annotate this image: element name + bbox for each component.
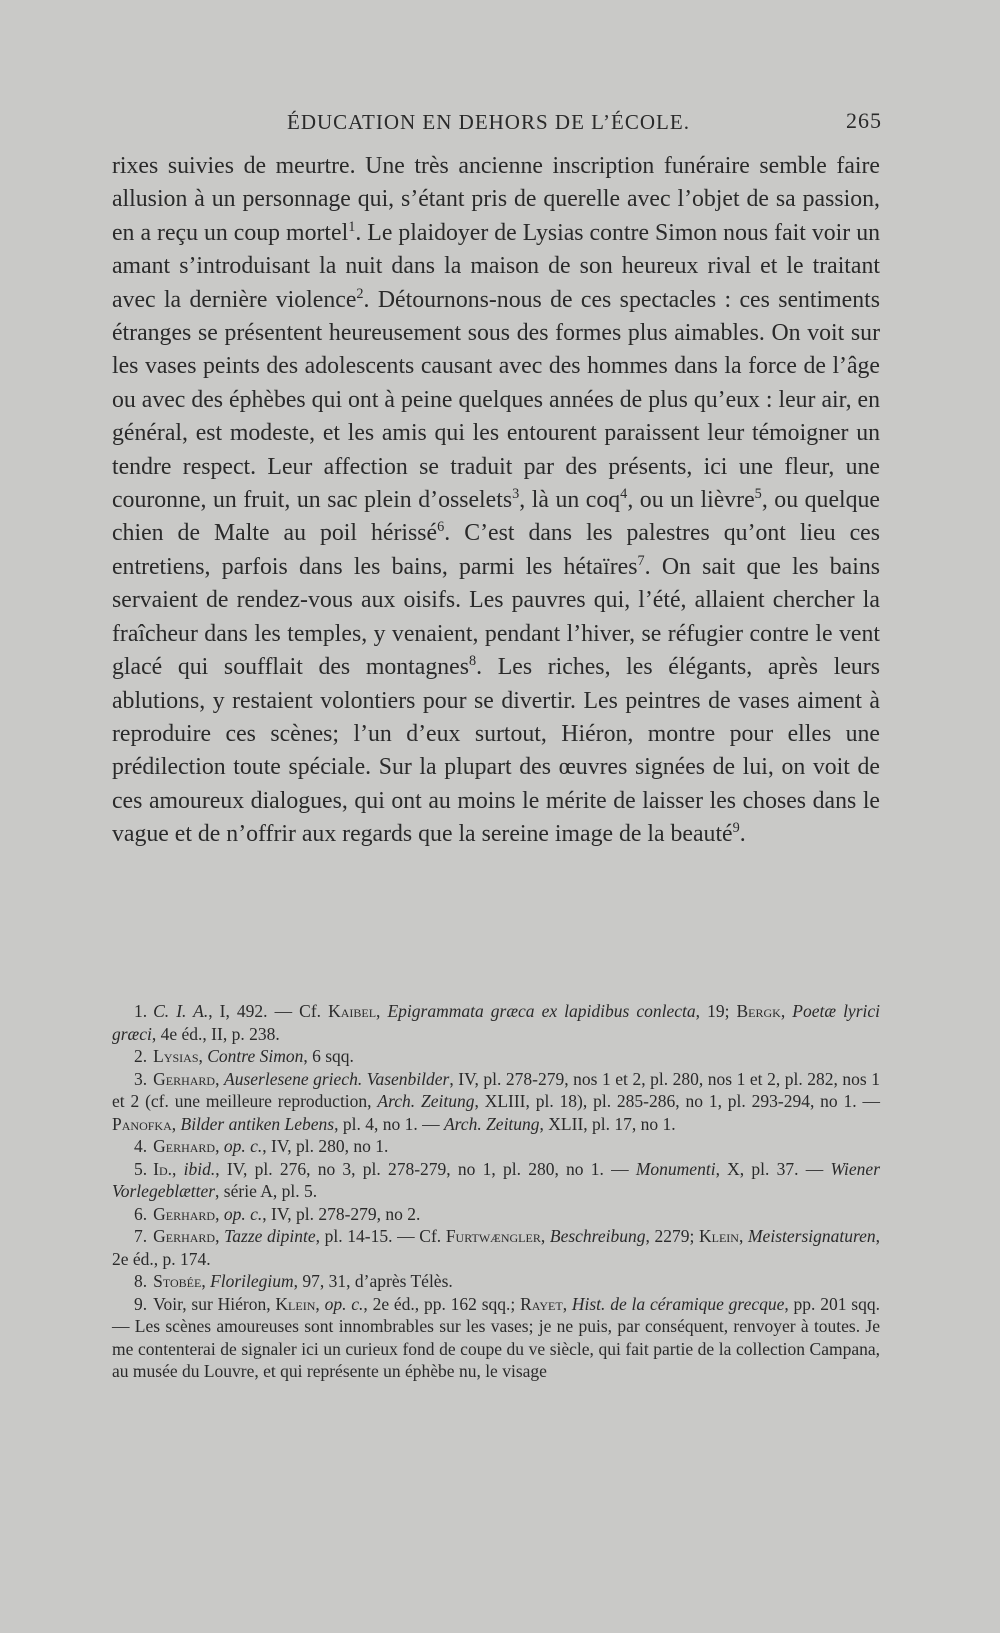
footnote-number: 2. [134, 1046, 148, 1066]
running-title: ÉDUCATION EN DEHORS DE L’ÉCOLE. [287, 110, 690, 134]
author-name: Id. [153, 1158, 172, 1179]
footnote-1 [112, 1000, 880, 1045]
body-paragraph [112, 150, 880, 852]
footnote-text: , [215, 1226, 225, 1246]
footnote-text: , XLII, pl. 17, no 1. [539, 1113, 676, 1134]
author-name: Gerhard [153, 1068, 216, 1089]
footnote-text: , [171, 1113, 181, 1134]
text-run: rixes suivies de meurtre. Une très ancienne inscription funéraire semble faire allusion à un personnage qui, s’étant pris de querelle avec l’objet de sa passion, en a reçu un coup mortel [112, 153, 880, 246]
author-name: Rayet [520, 1293, 563, 1314]
footnote-5 [112, 1158, 880, 1203]
citation-title: Meistersignaturen [747, 1226, 876, 1246]
citation-title: C. I. A. [153, 1001, 209, 1021]
citation-title: Tazze dipinte [224, 1226, 316, 1246]
footnote-number: 9. [134, 1293, 148, 1314]
footnote-ref[interactable]: 5 [754, 486, 762, 503]
footnote-ref[interactable]: 6 [437, 519, 445, 536]
footnote-number: 5. [134, 1158, 148, 1179]
footnote-text: , I, 492. — Cf. [208, 1001, 329, 1021]
footnote-text: , pl. 4, no 1. — [334, 1113, 444, 1134]
citation-title: Wiener Vorlegeblætter [112, 1158, 881, 1201]
footnote-ref[interactable]: 7 [637, 552, 645, 569]
footnote-text: , [215, 1068, 225, 1089]
citation-title: op. c. [223, 1136, 263, 1156]
body-text [112, 150, 880, 852]
footnote-9 [112, 1293, 880, 1383]
citation-title: op. c. [223, 1203, 263, 1224]
author-name: Kaibel [328, 1001, 377, 1021]
text-run: . Détournons-nous de ces spectacles : ces sentiments étranges se présentent heureusement sous des formes plus aimables. On voit sur les vases peints des adolescents causant avec des hommes dans la force de l’âge ou avec des éphèbes qui ont à peine quelques années de plus qu’eux : leur air, en général, est modeste, et les amis qui les entourent paraissent leur témoigner un tendre respect. Leur affection se traduit par des présents, ici une fleur, une couronne, un fruit, un sac plein d’osselets [112, 286, 880, 514]
text-run: . [739, 821, 746, 848]
footnote-text: , [562, 1293, 572, 1314]
footnote-text: , 97, 31, d’après Télès. [293, 1271, 453, 1291]
text-run: . Le plaidoyer de Lysias contre Simon nous fait voir un amant s’introduisant la nuit dans la maison de son heureux rival et le traitant avec la dernière violence [112, 219, 881, 313]
text-run: . C’est dans les palestres qu’ont lieu ces entretiens, parfois dans les bains, parmi les hétaïres [112, 520, 880, 580]
footnote-6 [112, 1203, 880, 1226]
footnote-4 [112, 1135, 880, 1158]
footnote-text: , 2e éd., p. 174. [112, 1226, 881, 1269]
footnote-text: , [198, 1046, 208, 1066]
footnote-number: 8. [134, 1271, 148, 1291]
footnote-text: , IV, pl. 278-279, no 2. [262, 1203, 421, 1224]
footnote-text: , IV, pl. 278-279, nos 1 et 2, pl. 280, nos 1 et 2, pl. 282, nos 1 et 2 (cf. une meilleure reproduction, [112, 1068, 881, 1111]
footnote-ref[interactable]: 3 [512, 486, 520, 503]
footnote-text: , [540, 1226, 550, 1246]
text-run: , là un coq [519, 487, 621, 514]
footnote-text: , 2e éd., pp. 162 sqq.; [363, 1293, 521, 1314]
footnote-text: Voir, sur Hiéron, [153, 1293, 276, 1314]
footnote-7 [112, 1225, 880, 1270]
citation-title: Arch. Zeitung [377, 1091, 475, 1111]
author-name: Gerhard [153, 1136, 216, 1156]
citation-title: Contre Simon [207, 1046, 304, 1066]
footnote-2 [112, 1045, 880, 1068]
citation-title: Auserlesene griech. Vasenbilder [224, 1068, 450, 1089]
footnote-text: , série A, pl. 5. [215, 1181, 318, 1201]
footnote-text: , [738, 1226, 748, 1246]
footnote-text: , IV, pl. 276, no 3, pl. 278-279, no 1, pl. 280, no 1. — [215, 1158, 636, 1179]
citation-title: Hist. de la céramique grecque [571, 1293, 785, 1314]
footnotes [112, 1000, 880, 1383]
footnote-number: 7. [134, 1226, 148, 1246]
footnote-text: , [215, 1136, 224, 1156]
citation-title: Beschreibung [549, 1226, 646, 1246]
citation-title: Monumenti [635, 1158, 716, 1179]
text-run: , ou un lièvre [627, 487, 755, 514]
citation-title: Bilder antiken Lebens [180, 1113, 335, 1134]
author-name: Bergk [736, 1001, 781, 1021]
author-name: Klein [698, 1226, 739, 1246]
footnote-text: , 19; [695, 1001, 737, 1021]
running-header [112, 108, 882, 138]
footnote-number: 4. [134, 1136, 148, 1156]
footnote-text: , pp. 201 sqq. — Les scènes amoureuses sont innombrables sur les vases; je ne puis, par conséquent, renvoyer à toutes. Je me contenterai de signaler ici un curieux fond de coupe du ve siècle, qui fait partie de la collection Campana, au musée du Louvre, et qui représente un éphèbe nu, le visage [112, 1293, 880, 1381]
footnote-number: 6. [134, 1203, 148, 1224]
footnote-text: , [215, 1203, 224, 1224]
author-name: Klein [275, 1293, 316, 1314]
footnote-text: , pl. 14-15. — Cf. [315, 1226, 446, 1246]
citation-title: Poetæ lyrici græci [112, 1001, 881, 1044]
footnote-text: , [315, 1293, 325, 1314]
footnote-number: 1. [134, 1001, 148, 1021]
footnote-3 [112, 1068, 880, 1136]
footnote-text: , [376, 1001, 388, 1021]
footnote-text: , X, pl. 37. — [715, 1158, 831, 1179]
footnote-text: , 2279; [645, 1226, 699, 1246]
footnote-text: , 4e éd., II, p. 238. [151, 1023, 280, 1044]
footnote-ref[interactable]: 1 [348, 218, 356, 235]
author-name: Lysias [153, 1046, 199, 1066]
footnote-ref[interactable]: 2 [356, 285, 364, 302]
footnote-text: , [201, 1271, 211, 1291]
author-name: Stobée [153, 1271, 202, 1291]
footnote-ref[interactable]: 4 [620, 486, 628, 503]
citation-title: Arch. Zeitung [443, 1113, 540, 1134]
footnote-text: , 6 sqq. [303, 1046, 354, 1066]
author-name: Panofka [112, 1113, 172, 1134]
citation-title: op. c. [324, 1293, 364, 1314]
author-name: Furtwængler [445, 1226, 541, 1246]
citation-title: ibid. [183, 1158, 216, 1179]
footnote-ref[interactable]: 8 [468, 653, 477, 670]
footnote-text: , IV, pl. 280, no 1. [262, 1136, 389, 1156]
footnote-number: 3. [134, 1068, 148, 1089]
text-run: . On sait que les bains servaient de rendez-vous aux oisifs. Les pauvres qui, l’été, allaient chercher la fraîcheur dans les temples, y venaient, pendant l’hiver, se réfugier contre le vent glacé qui soufflait des montagnes [112, 553, 880, 681]
citation-title: Epigrammata græca ex lapidibus conlecta [387, 1001, 696, 1021]
author-name: Gerhard [153, 1203, 216, 1224]
page-number: 265 [846, 108, 882, 133]
footnote-text: , [780, 1001, 793, 1021]
footnote-ref[interactable]: 9 [732, 820, 740, 837]
footnote-8 [112, 1270, 880, 1293]
author-name: Gerhard [153, 1226, 216, 1246]
text-run: . Les riches, les élégants, après leurs ablutions, y restaient volontiers pour se divertir. Les peintres de vases aiment à reproduire ces scènes; l’un d’eux surtout, Hiéron, montre pour elles une prédilection toute spéciale. Sur la plupart des œuvres signées de lui, on voit de ces amoureux dialogues, qui ont au moins le mérite de laisser les choses dans le vague et de n’offrir aux regards que la sereine image de la beauté [112, 654, 880, 848]
footnote-text: , XLIII, pl. 18), pl. 285-286, no 1, pl. 293-294, no 1. — [474, 1091, 881, 1111]
footnote-text: , [172, 1158, 184, 1179]
citation-title: Florilegium [210, 1271, 294, 1291]
text-run: , ou quelque chien de Malte au poil hérissé [112, 487, 880, 547]
